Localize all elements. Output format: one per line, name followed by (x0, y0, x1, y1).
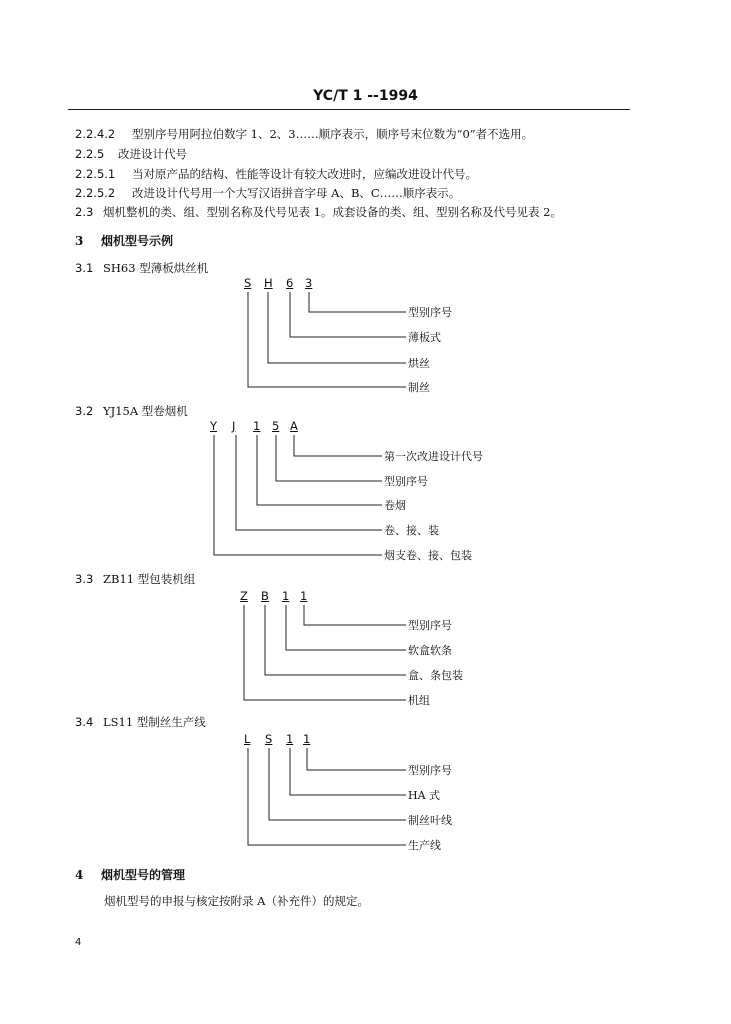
code-label: 制丝叶线 (408, 814, 452, 827)
section-number: 4 (75, 868, 84, 882)
example-number: 3.1 (75, 261, 94, 275)
page-header: YC/T 1 --1994 (313, 88, 418, 104)
code-letter: S (244, 276, 252, 290)
connector-line (244, 605, 406, 700)
code-label: 盒、条包装 (408, 669, 463, 682)
code-letter: Z (240, 589, 248, 603)
example-number: 3.2 (75, 404, 94, 418)
example-title: YJ15A 型卷烟机 (103, 404, 188, 418)
code-label: 烘丝 (408, 357, 430, 370)
code-letter: 1 (282, 589, 290, 603)
code-letter: 1 (253, 419, 261, 433)
code-letter: 3 (305, 276, 313, 290)
code-letter: 5 (272, 419, 280, 433)
code-label: 卷烟 (384, 499, 406, 512)
code-label: 烟支卷、接、包装 (384, 549, 472, 562)
code-label: 制丝 (408, 381, 430, 394)
code-label: 型别序号 (408, 306, 452, 319)
connector-line (248, 748, 406, 845)
code-label: 生产线 (408, 839, 441, 852)
clause-number: 2.2.4.2 (75, 127, 116, 141)
example-number: 3.4 (75, 715, 94, 729)
connector-line (248, 292, 406, 387)
connector-line (276, 435, 382, 481)
page-number: 4 (75, 937, 82, 948)
connector-line (214, 435, 382, 555)
section-4-body: 烟机型号的申报与核定按附录 A（补充件）的规定。 (104, 894, 369, 908)
clause-number: 2.2.5.2 (75, 186, 116, 200)
clause-text: 改进设计代号用一个大写汉语拼音字母 A、B、C……顺序表示。 (132, 186, 461, 200)
code-letter: A (290, 419, 298, 433)
clause-number: 2.3 (75, 205, 94, 219)
code-letter: B (261, 589, 269, 603)
connector-line (290, 292, 406, 337)
code-label: 型别序号 (384, 475, 428, 488)
connector-line (307, 748, 406, 770)
example-title: LS11 型制丝生产线 (103, 715, 206, 729)
section-4-heading (75, 866, 185, 883)
code-letter: 1 (286, 732, 294, 746)
code-letter: Y (210, 419, 218, 433)
connector-line (236, 435, 382, 530)
section-title: 烟机型号示例 (101, 234, 174, 248)
clause-number: 2.2.5.1 (75, 167, 116, 181)
code-letter: L (244, 732, 251, 746)
code-letter: 6 (286, 276, 294, 290)
code-letter: 1 (303, 732, 311, 746)
clause-text: 改进设计代号 (118, 147, 187, 161)
example-title: SH63 型薄板烘丝机 (103, 261, 209, 275)
clause-text: 当对原产品的结构、性能等设计有较大改进时，应编改进设计代号。 (132, 167, 477, 181)
example-title: ZB11 型包装机组 (103, 572, 196, 586)
code-letter: J (232, 419, 236, 433)
code-letter: 1 (300, 589, 308, 603)
code-label: 卷、接、装 (384, 524, 439, 537)
connector-line (309, 292, 406, 312)
code-label: 型别序号 (408, 619, 452, 632)
clause-text: 烟机整机的类、组、型别名称及代号见表 1。成套设备的类、组、型别名称及代号见表 2。 (103, 205, 562, 219)
clause-text: 型别序号用阿拉伯数字 1、2、3……顺序表示，顺序号末位数为“0”者不选用。 (132, 127, 534, 141)
connector-line (268, 292, 406, 363)
code-label: 薄板式 (408, 331, 441, 344)
connector-line (294, 435, 382, 456)
code-label: 第一次改进设计代号 (384, 450, 483, 463)
code-label: 软盒软条 (408, 644, 452, 657)
example-number: 3.3 (75, 572, 94, 586)
code-letter: S (265, 732, 273, 746)
connector-line (304, 605, 406, 625)
code-label: HA 式 (408, 789, 441, 802)
clause-number: 2.2.5 (75, 147, 105, 161)
section-number: 3 (75, 234, 84, 248)
code-label: 型别序号 (408, 764, 452, 777)
code-label: 机组 (408, 694, 430, 707)
section-title: 烟机型号的管理 (101, 868, 186, 882)
code-letter: H (264, 276, 273, 290)
